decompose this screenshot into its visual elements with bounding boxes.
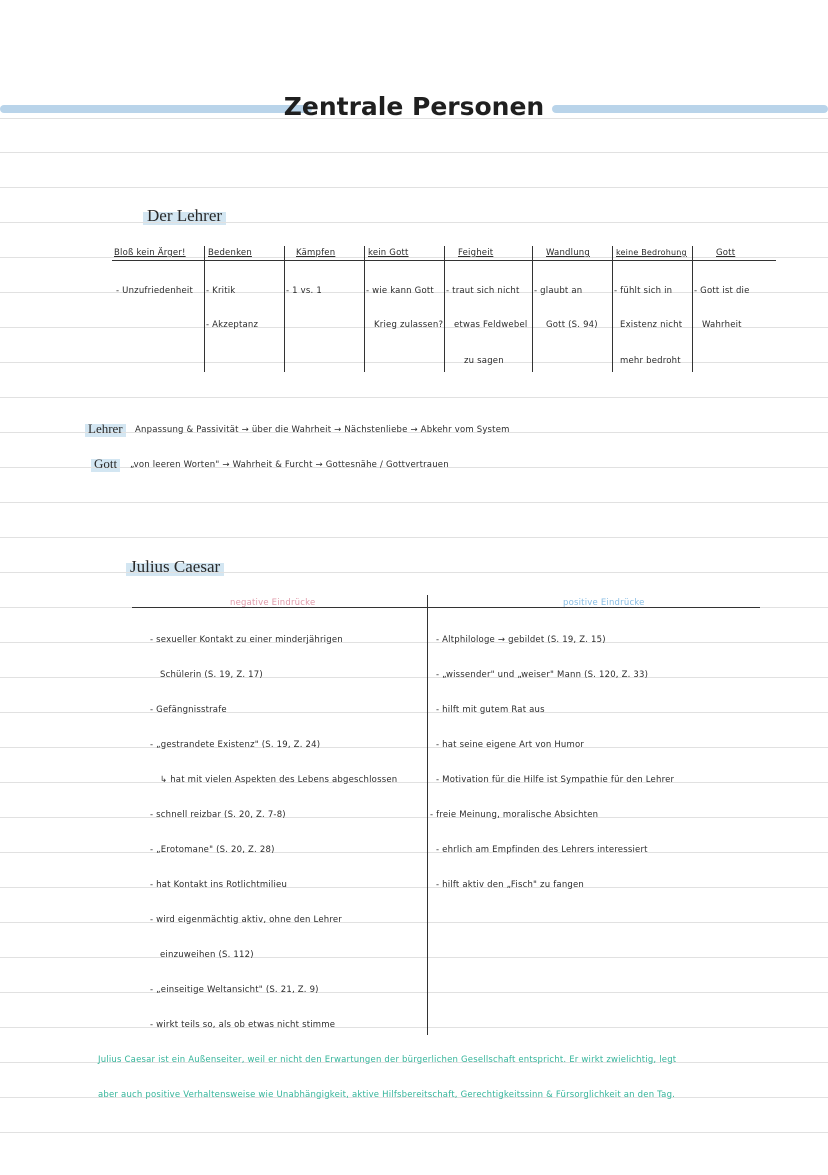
table-header: Feigheit [458,248,494,258]
table-header: Bedenken [208,248,252,258]
table-header: kein Gott [368,248,409,258]
table-header: Wandlung [546,248,590,258]
table-col-divider [364,246,365,372]
lehrer-development-text: Anpassung & Passivität → über die Wahrheit → Nächstenliebe → Abkehr vom System [135,425,510,435]
table-cell: zu sagen [464,356,504,366]
table-cell: mehr bedroht [620,356,681,366]
section-heading-caesar-text: Julius Caesar [130,557,221,576]
table-cell: Wahrheit [702,320,742,330]
table-cell: - 1 vs. 1 [286,286,322,296]
table-header: keine Bedrohung [616,248,687,257]
negative-item: - hat Kontakt ins Rotlichtmilieu [150,880,288,890]
positive-item: - Altphilologe → gebildet (S. 19, Z. 15) [436,635,606,645]
positive-item: - freie Meinung, moralische Absichten [430,810,599,820]
table-col-divider [284,246,285,372]
negative-item: - „einseitige Weltansicht" (S. 21, Z. 9) [150,985,319,995]
negative-item: - wirkt teils so, als ob etwas nicht stimme [150,1020,336,1030]
negative-heading: negative Eindrücke [230,598,316,608]
table-cell: - glaubt an [534,286,583,296]
table-cell: - Unzufriedenheit [116,286,194,296]
summary-line: aber auch positive Verhaltensweise wie Unabhängigkeit, aktive Hilfsbereitschaft, Gerechtigkeitssinn & Fürsorglichkeit an den Tag. [98,1090,676,1100]
table-col-divider [612,246,613,372]
table-header: Kämpfen [296,248,336,258]
table-col-divider [532,246,533,372]
table-col-divider [204,246,205,372]
table-cell: Existenz nicht [620,320,683,330]
section-heading-lehrer-text: Der Lehrer [147,206,223,225]
section-heading-caesar [130,557,220,577]
negative-item: - schnell reizbar (S. 20, Z. 7-8) [150,810,286,820]
table-col-divider [444,246,445,372]
label-gott [94,456,117,472]
positive-item: - hilft mit gutem Rat aus [436,705,545,715]
table-cell: - traut sich nicht [446,286,520,296]
gott-development-text: „von leeren Worten" → Wahrheit & Furcht → Gottesnähe / Gottvertrauen [130,460,449,470]
positive-item: - ehrlich am Empfinden des Lehrers interessiert [436,845,648,855]
negative-item: einzuweihen (S. 112) [160,950,254,960]
table-cell: - fühlt sich in [614,286,673,296]
summary-line: Julius Caesar ist ein Außenseiter, weil er nicht den Erwartungen der bürgerlichen Gesellschaft entspricht. Er wirkt zwielichtig, legt [98,1055,677,1065]
caesar-table-rule [132,607,760,608]
table-cell: Krieg zulassen? [374,320,444,330]
label-gott-text: Gott [94,456,118,471]
negative-item: - wird eigenmächtig aktiv, ohne den Lehrer [150,915,342,925]
table-col-divider [692,246,693,372]
positive-heading: positive Eindrücke [563,598,645,608]
negative-item: - „gestrandete Existenz" (S. 19, Z. 24) [150,740,321,750]
negative-item: - „Erotomane" (S. 20, Z. 28) [150,845,275,855]
table-cell: Gott (S. 94) [546,320,598,330]
section-heading-lehrer [147,206,222,226]
table-cell: - Kritik [206,286,236,296]
negative-item: - Gefängnisstrafe [150,705,227,715]
positive-item: - „wissender" und „weiser" Mann (S. 120, Z. 33) [436,670,649,680]
negative-item: - sexueller Kontakt zu einer minderjährigen [150,635,343,645]
positive-item: - hat seine eigene Art von Humor [436,740,585,750]
positive-item: - Motivation für die Hilfe ist Sympathie für den Lehrer [436,775,675,785]
table-cell: etwas Feldwebel [454,320,528,330]
page-title: Zentrale Personen [283,92,545,121]
negative-item: Schülerin (S. 19, Z. 17) [160,670,263,680]
negative-item: ↳ hat mit vielen Aspekten des Lebens abgeschlossen [160,775,398,785]
table-cell: - Akzeptanz [206,320,259,330]
table-cell: - Gott ist die [694,286,750,296]
table-header: Bloß kein Ärger! [114,248,186,258]
label-lehrer [88,421,123,437]
table-header: Gott [716,248,736,258]
caesar-table-divider [427,595,428,1035]
positive-item: - hilft aktiv den „Fisch" zu fangen [436,880,585,890]
table-cell: - wie kann Gott [366,286,434,296]
label-lehrer-text: Lehrer [88,421,123,436]
